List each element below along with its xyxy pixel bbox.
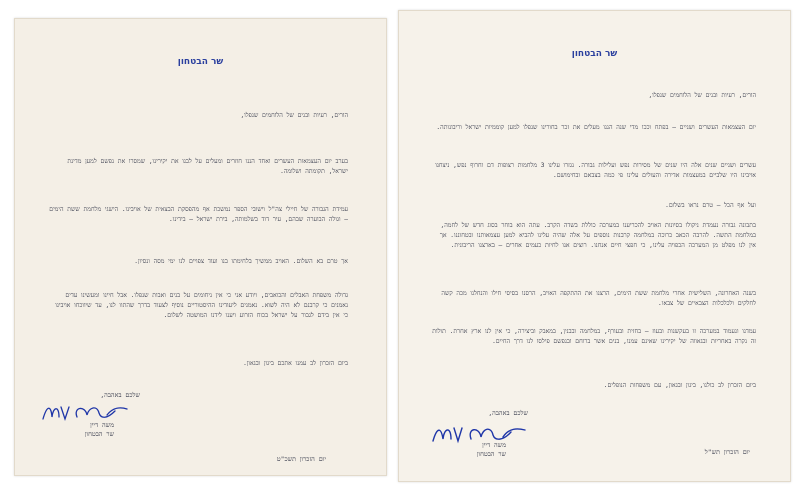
signer-name: משה דיין <box>482 441 506 449</box>
letter-left <box>14 18 387 476</box>
salutation: הורים, רעיות ובנים של הלוחמים שנפלו, <box>240 112 348 119</box>
paragraph-5: ביום הזכרון לב עמנו אתכם ביגון ובגאון. <box>243 360 348 367</box>
paragraph-5: בשנה האחרונה, השלישית אחרי מלחמת ששת הימים, הרצנו את ההתקפה האויב, הרסנו בסיסי חילו והנחלנו מכה קשה לחלקים ולכלכלות הצבאיים של צבאו. <box>437 290 756 307</box>
signer-title: שר הבטחון <box>84 430 114 438</box>
salutation: הורים, רעיות ובנים של הלוחמים שנפלו, <box>648 92 756 99</box>
closing: שלכם באהבה, <box>488 409 528 417</box>
paragraph-3: אך טרם בא השלום. האויב ממשיך בלחימתו בנו ועוד צפויים לנו ימי מסה ונסיון. <box>134 258 348 265</box>
paragraph-4: גדולה משפחת האבלים והכואבים, ויודע אני כי אין ניחומים על בנים ואבות שנפלו. אבל חיינו ומעשינו עדים נאמנים כי קרבנם לא היה לשוא. נאמנים ליעודינו ההיסטוריים נוסיף לצעוד בדרך שהתוו לנו, עד שיווכחו אויבינו כי אין בידם לגבור על ישראל בכוח הזרוע ויענו לידנו המושטה לשלום. <box>51 292 348 319</box>
paragraph-6: עמדנו ונעמוד במערכה זו בעקשנות ובעוז – בחזית ובעורף, במלחמה ובבנין, במאבק וביצירה, כי אין לנו ארץ אחרת. תולות זה נקרה באחריות ובגאווה של יקירינו שאינם עמנו, בנים אשר ברוחם ובנפשם פילסו לנו דרך החיים. <box>428 328 756 345</box>
paragraph-1: בערב יום העצמאות העשרים ואחד הננו חוזרים ומעלים על לבנו את יקירינו, שמסרו את נפשם למען מדינת ישראל, תקומתה ושלומה. <box>63 158 348 175</box>
paragraph-2: עשרים ושניים שנים אלה היו שנים של מסירות נפש ועלילות גבורה. נגזרו עלינו 3 מלחמות רצופות דם וחרוף נפש, ניצחנו אויבינו היו שלביים במעצמות אדירה והעולים עלינו פי כמה בצבאם ובחימושם. <box>431 162 756 179</box>
paragraph-3: ועל אף הכל – טרם נראו בשלום. <box>665 202 756 209</box>
date-line: יום הזכרון תשכ"ט <box>276 455 326 463</box>
paragraph-7: ביום הזכרון לב כולנו, ביגון ובגאון, עם משפחות הנופלים. <box>603 382 756 389</box>
paragraph-1: יום העצמאות העשרים ושניים – בפתח וככו מדי שנה הננו מעלים את זכר בחורינו שנפלו למען קוממיות ישראל וריבונותה. <box>436 124 756 131</box>
signer-name: משה דיין <box>90 421 114 429</box>
date-line: יום הזכרון תש"ל <box>704 448 750 456</box>
letter-right <box>398 10 791 482</box>
letterhead: שר הבטחון <box>177 57 224 67</box>
letterhead: שר הבטחון <box>571 49 618 59</box>
closing: שלכם באהבה, <box>100 391 140 399</box>
paragraph-4: בתבונה גבורה נעמדת ניקולו בסיונות האויב להכריענו במערכה כוללת בשדה הקרב. עתה הוא בוחר בסוג חדש של לחמה, במלחמת התשה. להרבה הכאב כרוכה במלחמה קרבנות נוספים על אלה שהיה עלינו להביא למען עצמאותנו ובטחוננו. אך אין לנו מפלט מן המערכה הכפויה עלינו, כי חפצי חיים אנחנו. רוצים אנו לחיות כעמים אחרים – בארצנו הריבונית. <box>436 222 756 249</box>
signer-title: שר הבטחון <box>476 450 506 458</box>
paragraph-2: עמידת הגבורה של חיילי צה"ל וישובי הספר נמשכת אף מהפסקת הבצאית של אויבינו. הישגי מלחמת ששת הימים – וגולה הבוערה שבהם, עיר דוד בשלמותה, בירת ישראל – בידינו. <box>45 206 348 223</box>
